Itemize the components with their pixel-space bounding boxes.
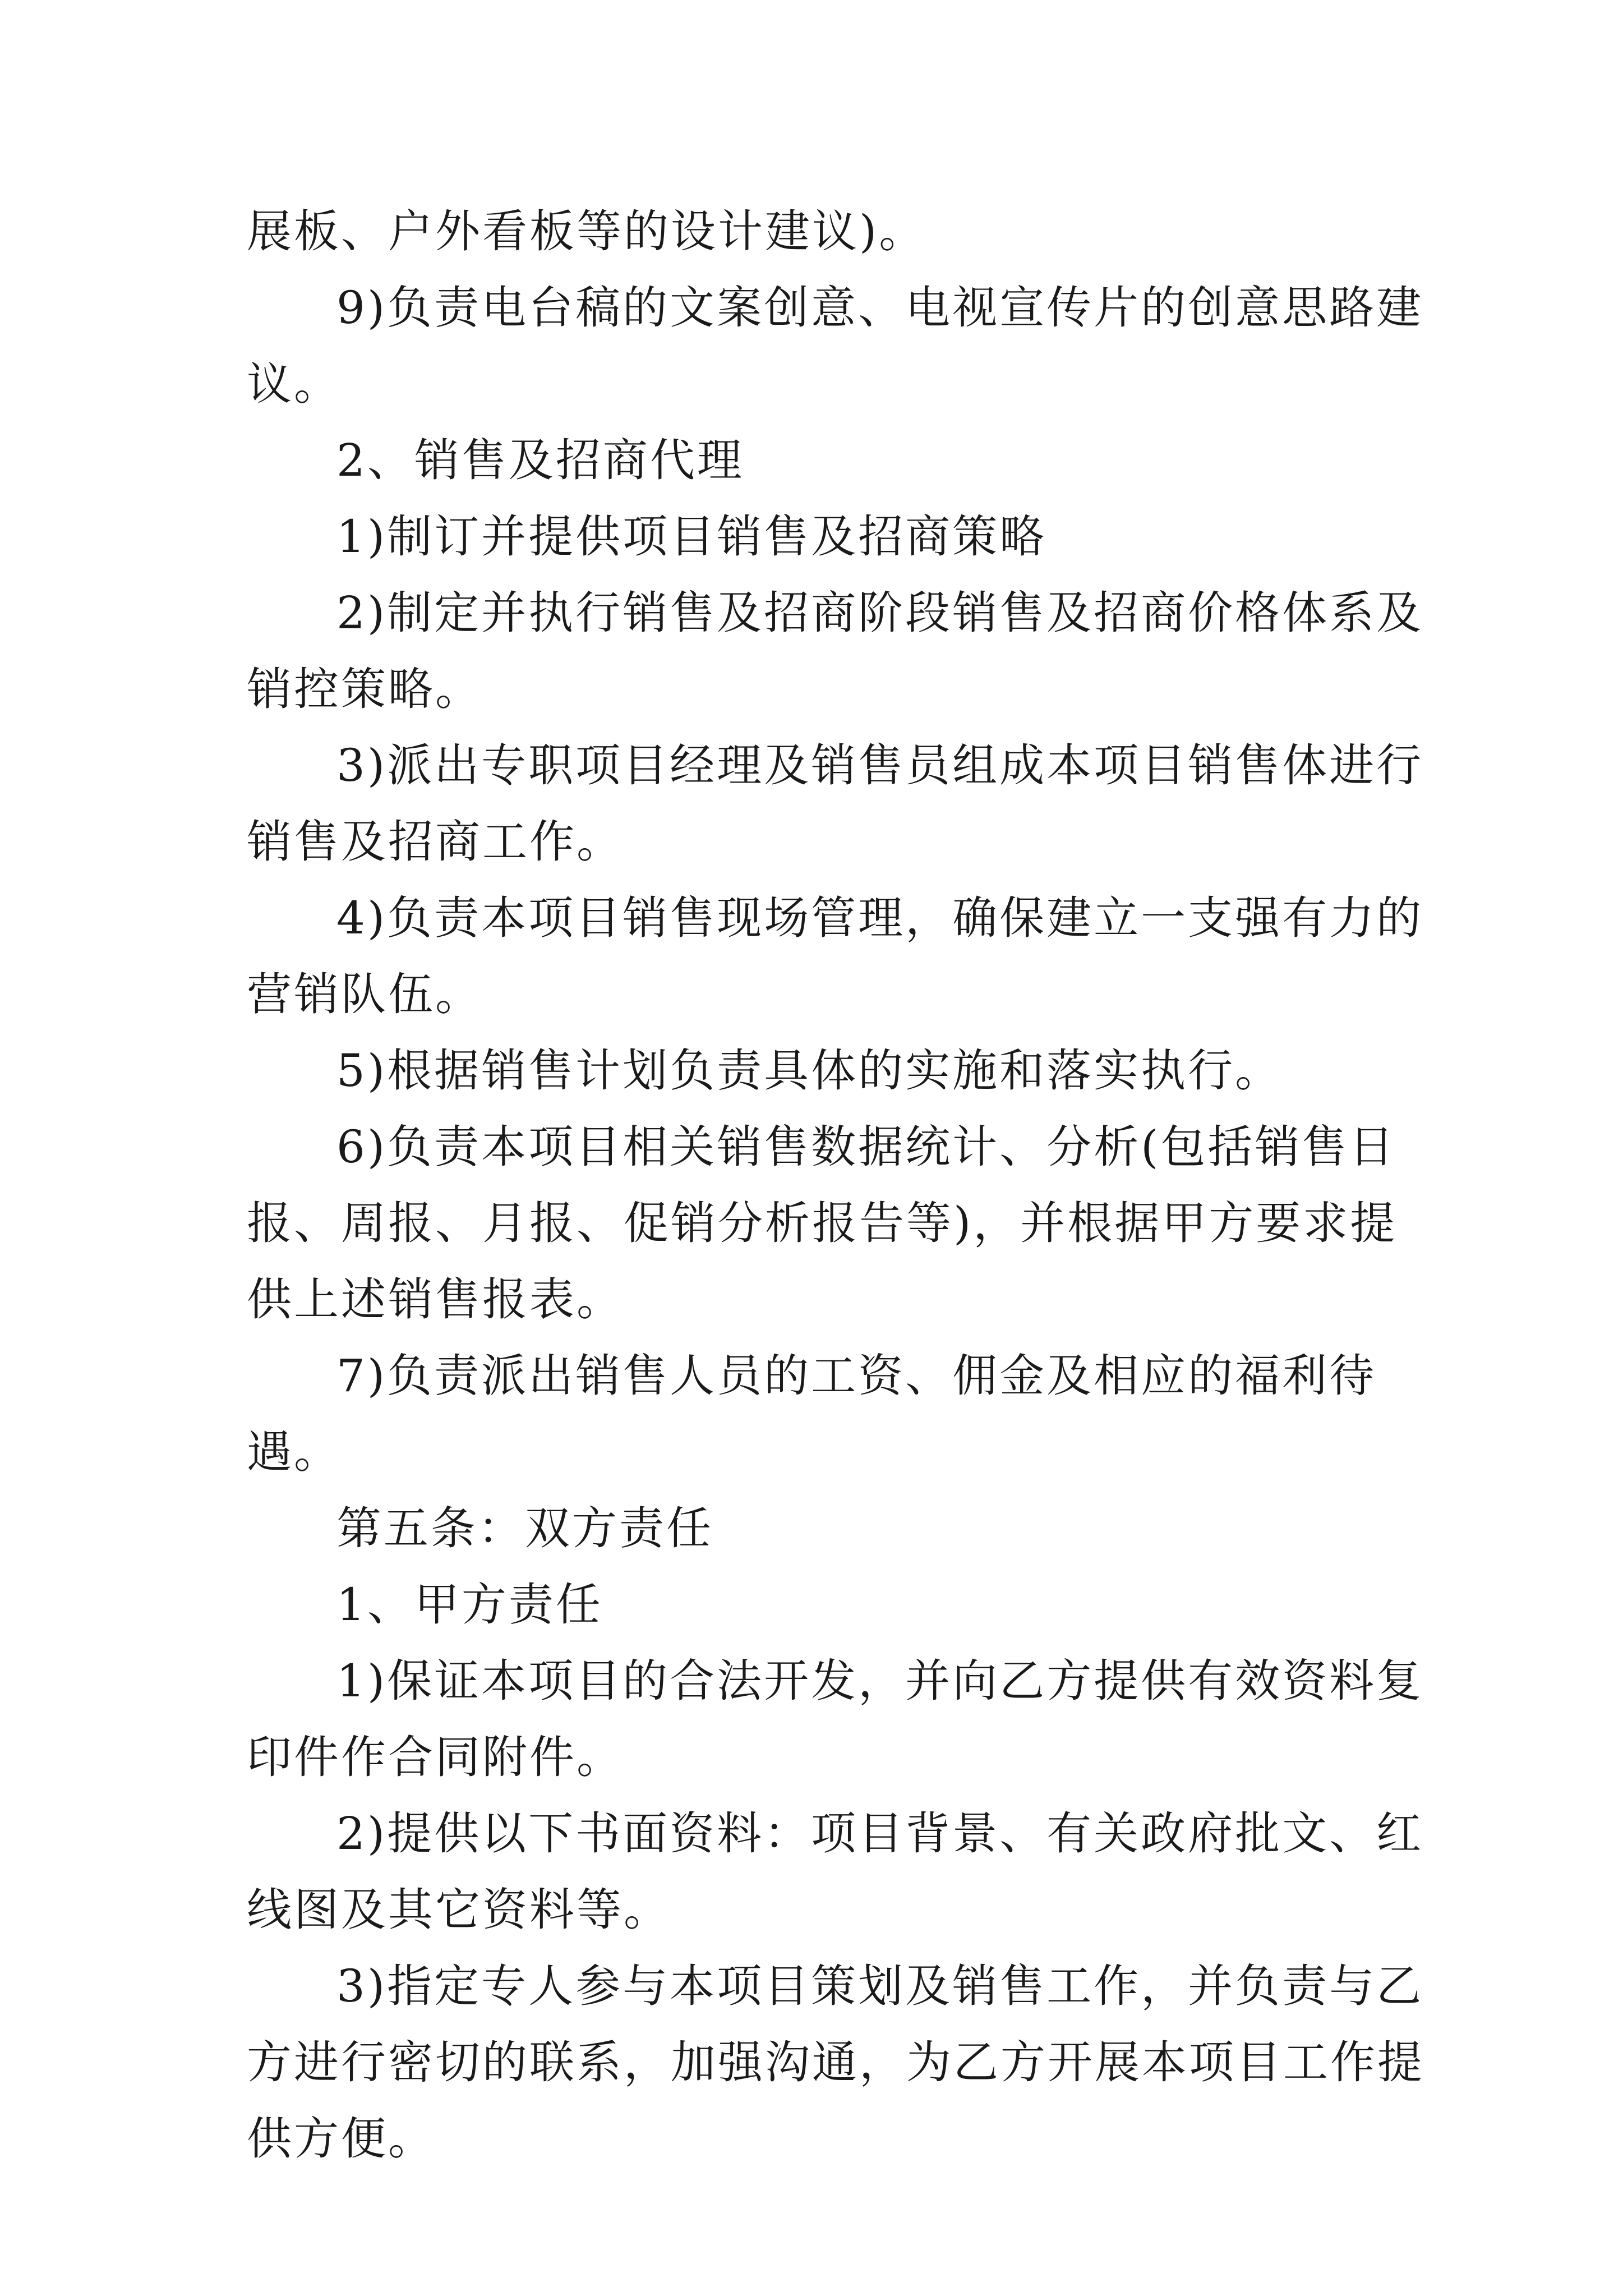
paragraph: 7)负责派出销售人员的工资、佣金及相应的福利待遇。 bbox=[247, 1350, 1377, 1478]
paragraph: 1)保证本项目的合法开发，并向乙方提供有效资料复印件作合同附件。 bbox=[247, 1655, 1424, 1783]
section-heading: 1、甲方责任 bbox=[336, 1579, 603, 1631]
section-heading: 2、销售及招商代理 bbox=[336, 434, 744, 486]
paragraph: 5)根据销售计划负责具体的实施和落实执行。 bbox=[336, 1045, 1283, 1097]
paragraph: 3)派出专职项目经理及销售员组成本项目销售体进行销售及招商工作。 bbox=[247, 739, 1424, 868]
paragraph: 4)负责本项目销售现场管理，确保建立一支强有力的营销队伍。 bbox=[247, 892, 1424, 1020]
paragraph: 1)制订并提供项目销售及招商策略 bbox=[336, 510, 1047, 563]
paragraph: 展板、户外看板等的设计建议)。 bbox=[247, 205, 926, 257]
paragraph: 9)负责电台稿的文案创意、电视宣传片的创意思路建议。 bbox=[247, 282, 1424, 410]
document-body bbox=[247, 194, 1436, 2177]
article-heading: 第五条：双方责任 bbox=[336, 1502, 713, 1554]
paragraph: 2)制定并执行销售及招商阶段销售及招商价格体系及销控策略。 bbox=[247, 587, 1424, 715]
paragraph: 3)指定专人参与本项目策划及销售工作，并负责与乙方进行密切的联系，加强沟通，为乙方开展本项目工作提供方便。 bbox=[247, 1960, 1424, 2165]
paragraph: 2)提供以下书面资料：项目背景、有关政府批文、红线图及其它资料等。 bbox=[247, 1807, 1424, 1936]
paragraph: 6)负责本项目相关销售数据统计、分析(包括销售日报、周报、月报、促销分析报告等)，并根据甲方要求提供上述销售报表。 bbox=[247, 1121, 1398, 1326]
